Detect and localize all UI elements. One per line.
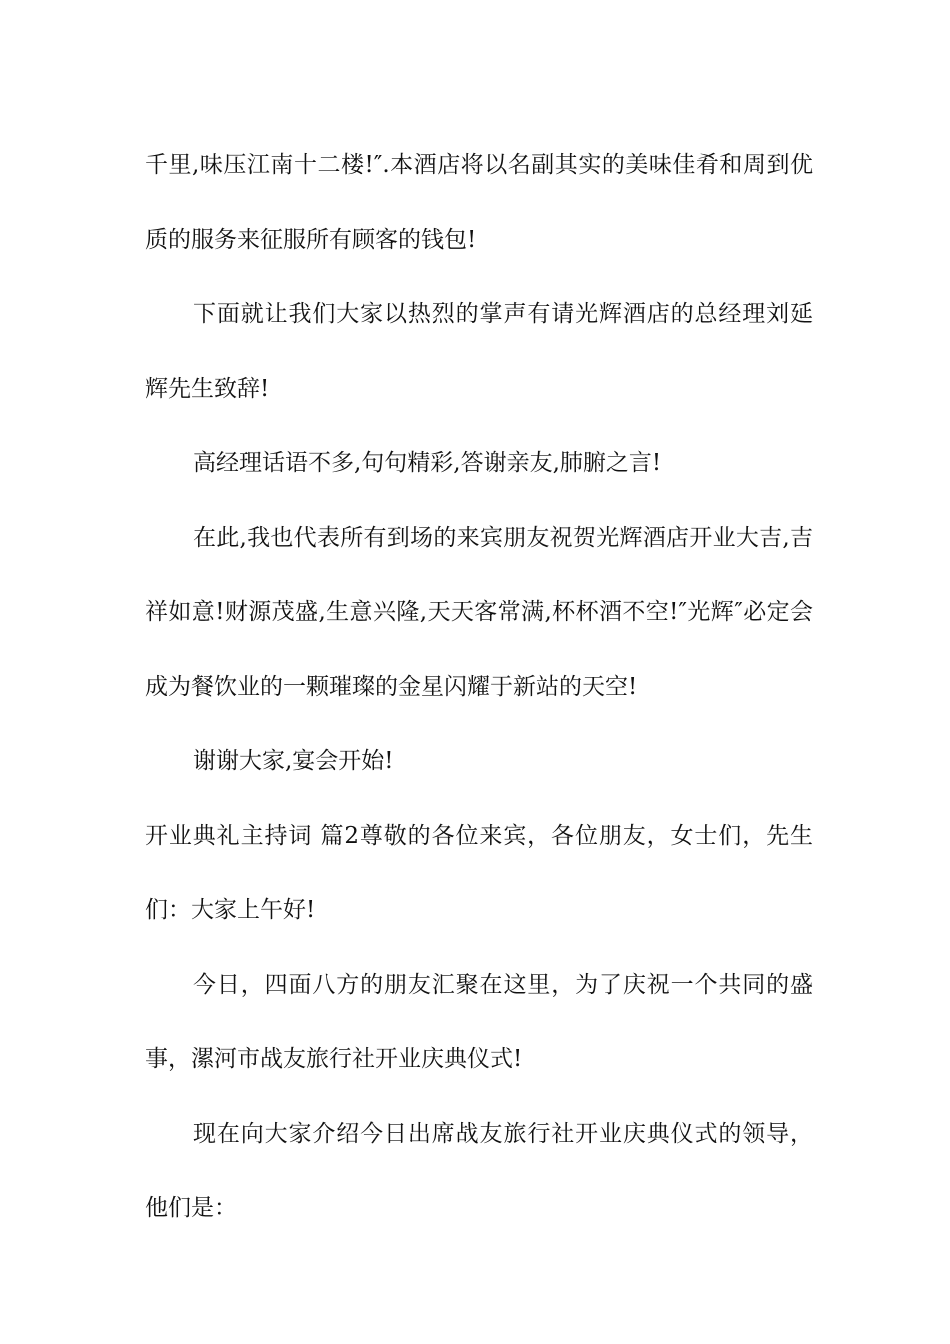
paragraph-1: 千里,味压江南十二楼!″.本酒店将以名副其实的美味佳肴和周到优质的服务来征服所有顾客的钱包! bbox=[145, 152, 813, 253]
paragraph-8: 现在向大家介绍今日出席战友旅行社开业庆典仪式的领导，他们是： bbox=[145, 1120, 813, 1221]
paragraph-5: 谢谢大家,宴会开始! bbox=[193, 748, 394, 774]
document-body bbox=[145, 128, 813, 1246]
paragraph-4: 在此,我也代表所有到场的来宾朋友祝贺光辉酒店开业大吉,吉祥如意!财源茂盛,生意兴隆,天天客常满,杯杯酒不空!″光辉″必定会成为餐饮业的一颗璀璨的金星闪耀于新站的天空! bbox=[145, 524, 813, 700]
paragraph-7: 今日，四面八方的朋友汇聚在这里，为了庆祝一个共同的盛事，漯河市战友旅行社开业庆典仪式! bbox=[145, 971, 813, 1072]
paragraph-3: 高经理话语不多,句句精彩,答谢亲友,肺腑之言! bbox=[193, 450, 662, 476]
paragraph-2: 下面就让我们大家以热烈的掌声有请光辉酒店的总经理刘延辉先生致辞! bbox=[145, 301, 813, 402]
paragraph-6-section-heading: 开业典礼主持词 篇2尊敬的各位来宾，各位朋友，女士们，先生们：大家上午好! bbox=[145, 822, 813, 923]
